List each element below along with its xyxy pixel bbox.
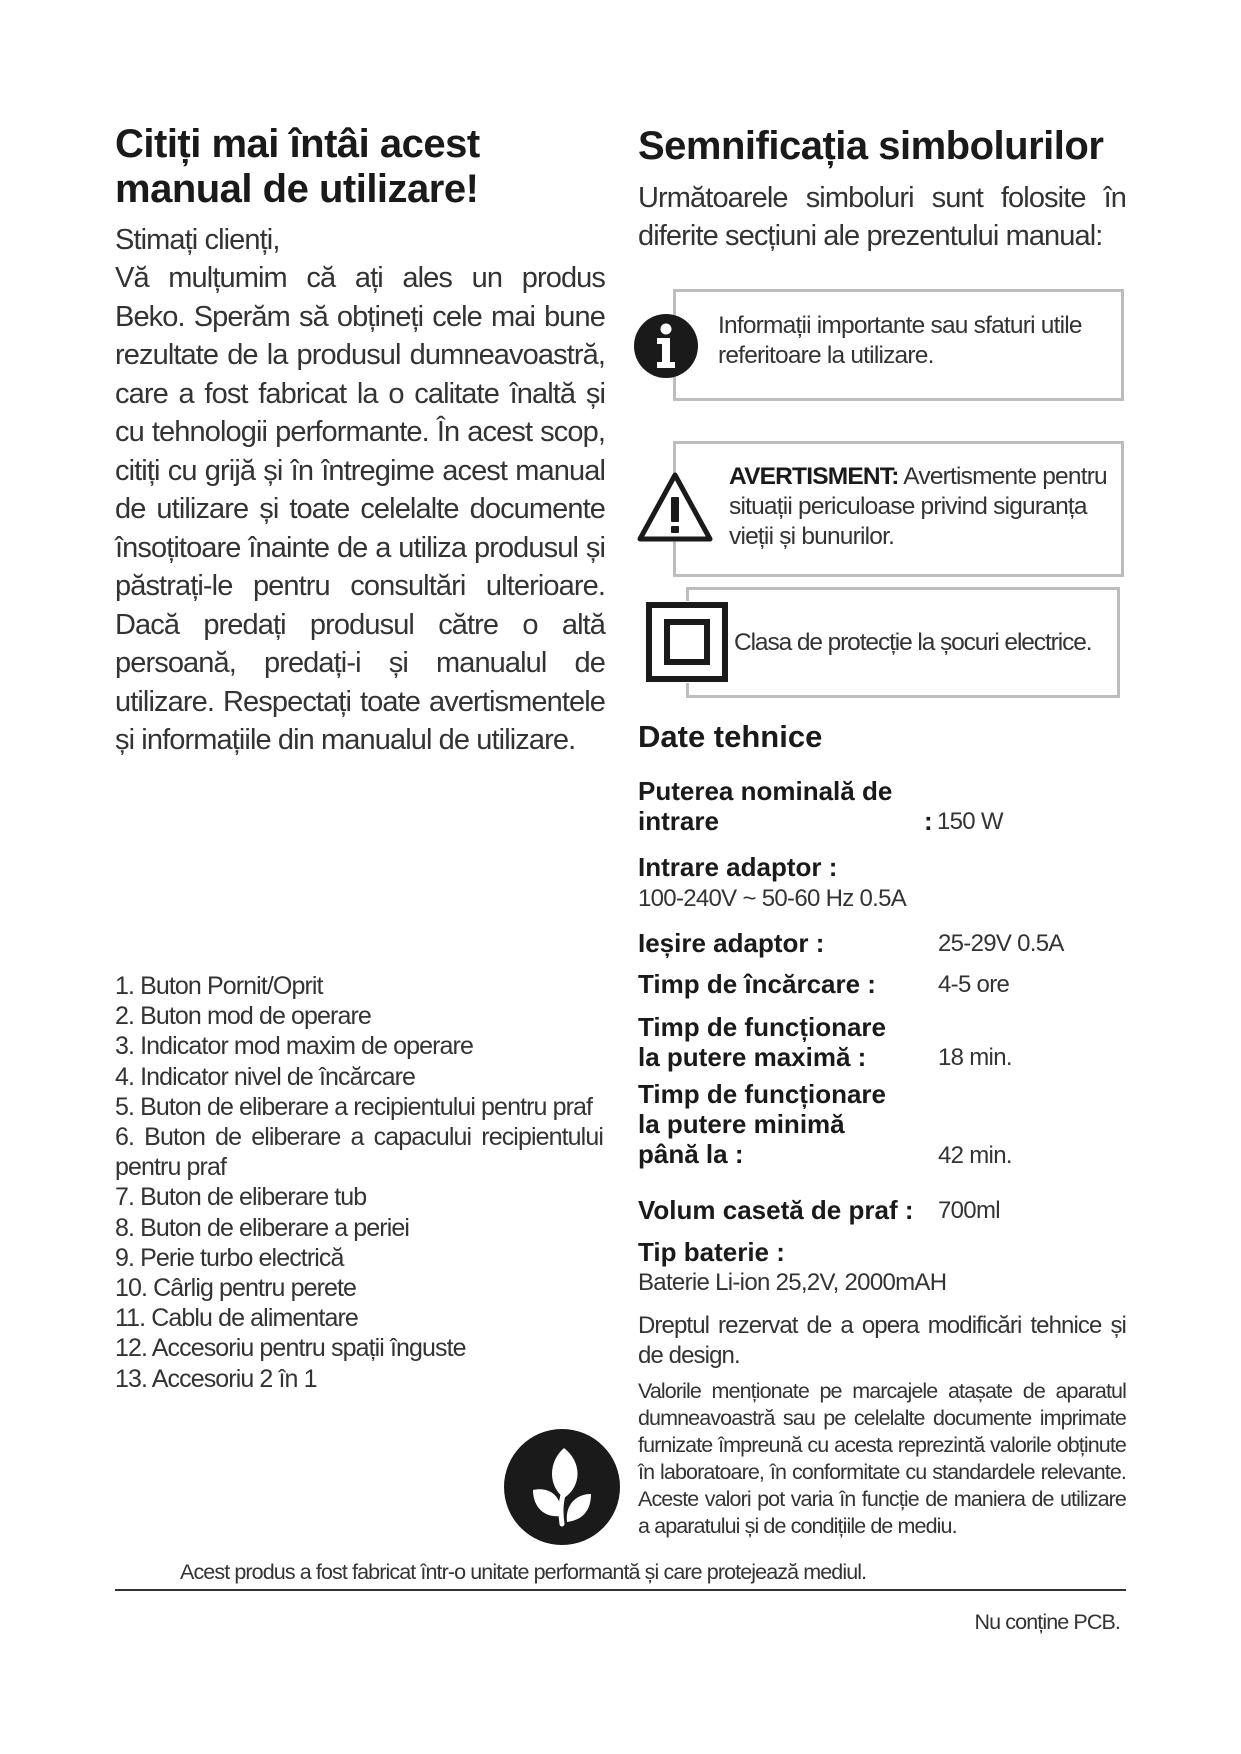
max-label-1: Timp de funcționare (638, 1012, 886, 1042)
list-item: 2. Buton mod de operare (115, 1002, 371, 1031)
symbols-intro: Următoarele simboluri sunt folosite în diferite secțiuni ale prezentului manual: (638, 182, 1126, 252)
list-item: 6. Buton de eliberare a capacului recipientului pentru praf (115, 1123, 603, 1182)
power-label-1: Puterea nominală de (638, 776, 893, 806)
info-text: Informații importante sau sfaturi utile referitoare la utilizare. (718, 312, 1082, 369)
parts-list (115, 971, 603, 1394)
min-label-1: Timp de funcționare (638, 1079, 886, 1109)
max-label-2: la putere maximă : (638, 1042, 867, 1072)
charge-label: Timp de încărcare : (638, 969, 876, 999)
max-value: 18 min. (938, 1044, 1012, 1071)
intro-paragraph: Vă mulțumim că ați ales un produs Beko. Sperăm să obțineți cele mai bune rezultate de la produsul dumneavoastră, care a fost fabricat la o calitate înaltă și cu tehnologii performante. În acest scop, citiți cu grijă și în întregime acest manual de utilizare și toate celelalte documente însoțitoare înainte de a utiliza produsul și păstrați-le pentru consultări ulterioare. Dacă predați produsul către o altă persoană, predați-i și manualul de utilizare. Respectați toate avertismentele și informațiile din manualul de utilizare. (115, 262, 605, 756)
charge-value: 4-5 ore (938, 971, 1010, 998)
power-colon: : (924, 806, 933, 836)
adapter-out-label: Ieșire adaptor : (638, 928, 825, 958)
page-title: Citiți mai întâi acest manual de utilizare! (115, 122, 480, 211)
leaf-icon (503, 1428, 621, 1546)
disclaimer: Valorile menționate pe marcajele atașate de aparatul dumneavoastră sau pe celelalte documente imprimate furnizate împreună cu acesta reprezintă valorile obținute în laboratoare, în conformitate cu standardele relevante. Aceste valori pot varia în funcție de maniera de utilizare a aparatului și de condițiile de mediu. (638, 1379, 1126, 1538)
protection-text: Clasa de protecție la șocuri electrice. (734, 629, 1092, 656)
list-item: 13. Accesoriu 2 în 1 (115, 1364, 317, 1393)
footer-divider (115, 1589, 1126, 1591)
adapter-in-value: 100-240V ~ 50-60 Hz 0.5A (638, 885, 907, 912)
min-value: 42 min. (938, 1142, 1012, 1169)
eco-statement: Acest produs a fost fabricat într-o unitate performantă și care protejează mediul. (180, 1560, 867, 1584)
list-item: 8. Buton de eliberare a periei (115, 1213, 410, 1242)
list-item: 9. Perie turbo electrică (115, 1243, 344, 1272)
list-item: 1. Buton Pornit/Oprit (115, 972, 323, 1000)
min-label-3: până la : (638, 1139, 744, 1169)
warning-text: Avertismente pentru situații periculoase privind siguranța vieții și bunurilor. (729, 463, 1107, 550)
power-value: 150 W (937, 808, 1003, 835)
list-item: 3. Indicator mod maxim de operare (115, 1032, 473, 1061)
dust-value: 700ml (938, 1197, 1000, 1224)
pcb-notice: Nu conține PCB. (974, 1610, 1120, 1634)
adapter-in-label: Intrare adaptor : (638, 852, 838, 882)
battery-label: Tip baterie : (638, 1237, 785, 1267)
dust-label: Volum casetă de praf : (638, 1195, 914, 1225)
tech-title: Date tehnice (638, 719, 823, 754)
list-item: 12. Accesoriu pentru spații înguste (115, 1334, 466, 1363)
adapter-out-value: 25-29V 0.5A (938, 930, 1064, 957)
power-label-2: intrare (638, 806, 719, 836)
list-item: 10. Cârlig pentru perete (115, 1274, 357, 1303)
list-item: 11. Cablu de alimentare (115, 1304, 358, 1333)
list-item: 5. Buton de eliberare a recipientului pentru praf (115, 1092, 593, 1121)
list-item: 7. Buton de eliberare tub (115, 1183, 367, 1212)
list-item: 4. Indicator nivel de încărcare (115, 1062, 416, 1091)
greeting: Stimați clienți, (115, 224, 280, 256)
warning-triangle-icon (636, 470, 714, 544)
rights-notice: Dreptul rezervat de a opera modificări tehnice și de design. (638, 1312, 1126, 1369)
info-icon (633, 313, 699, 379)
min-label-2: la putere minimă (638, 1109, 845, 1139)
warning-label: AVERTISMENT: (729, 463, 899, 490)
symbols-title: Semnificația simbolurilor (638, 124, 1104, 168)
battery-value: Baterie Li-ion 25,2V, 2000mAH (638, 1269, 947, 1296)
double-square-icon (645, 601, 729, 683)
